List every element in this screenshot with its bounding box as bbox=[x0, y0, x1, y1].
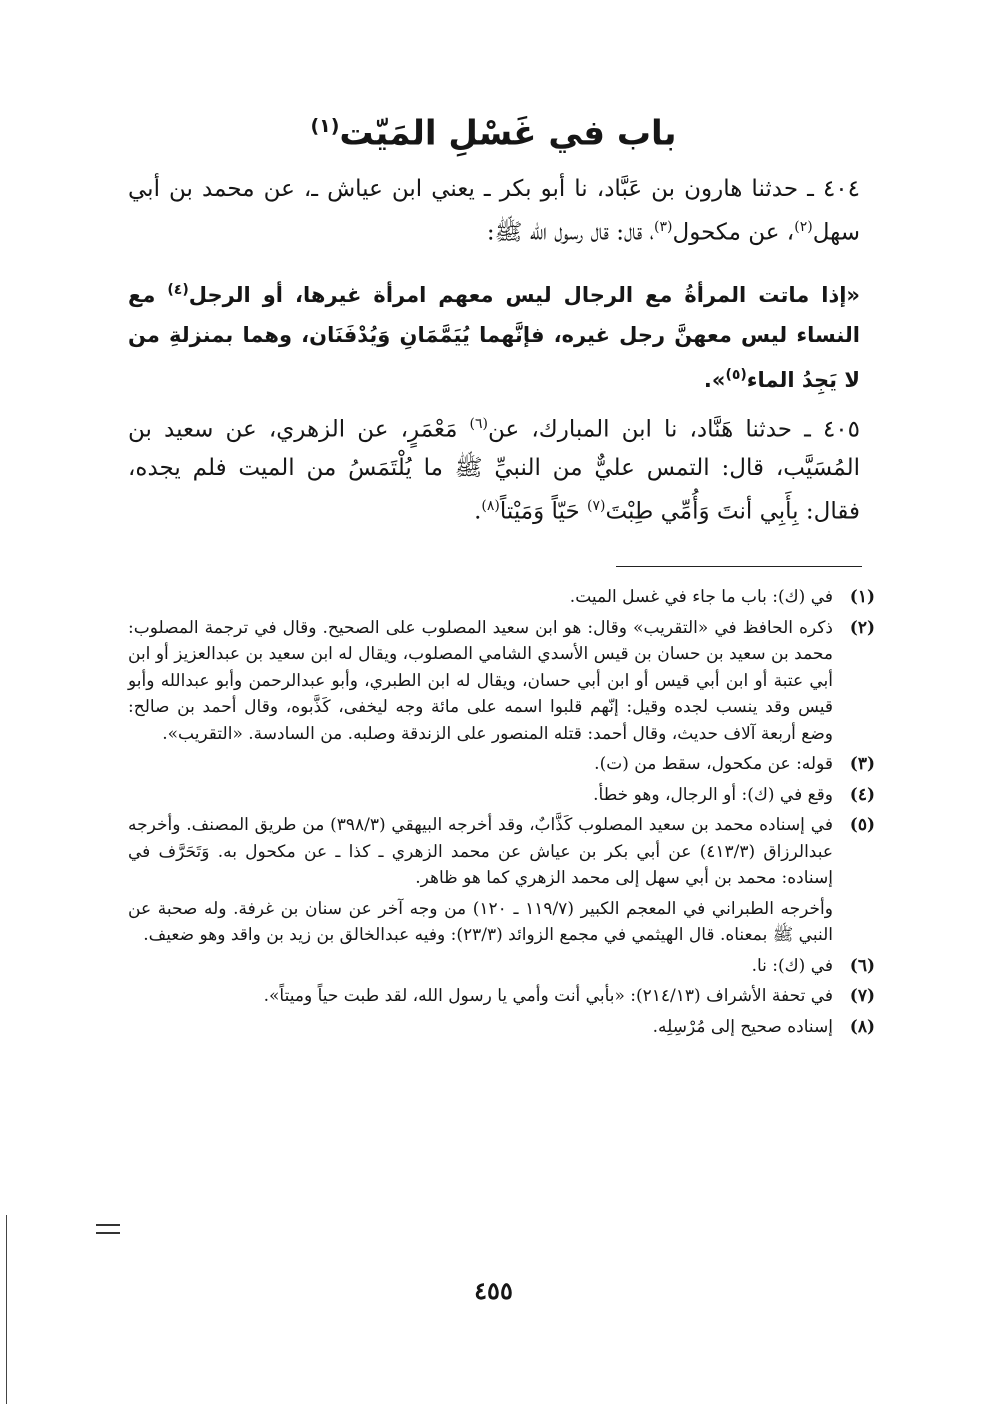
continuation-mark bbox=[96, 1224, 120, 1234]
hadith-405-text-2: مَعْمَرٍ، عن الزهري، عن سعيد بن المُسَيَّب، قال: التمس عليٌّ من النبيِّ ﷺ ما يُلْتَمَسُ من الميت فلم يجده، فقال: بِأَبِي أنتَ وَأُمِّي طِبْتَ bbox=[128, 416, 860, 525]
hadith-404-text-1: ٤٠٤ ـ حدثنا هارون بن عَبَّاد، نا أبو بكر ـ يعني ابن عياش ـ، عن محمد بن أبي سهل bbox=[128, 176, 860, 246]
footnote-6 bbox=[128, 953, 875, 980]
footnote-number: (٧) bbox=[849, 986, 875, 1006]
footnote-ref-7[interactable]: (٧) bbox=[587, 497, 606, 514]
matn-text-3: ». bbox=[703, 368, 726, 392]
matn-text-1: «إذا ماتت المرأةُ مع الرجال ليس معهم امرأة غيرها، أو الرجل bbox=[188, 283, 860, 307]
footnote-number: (٦) bbox=[849, 955, 875, 976]
hadith-405-text-3: حَيّاً وَمَيْتاً bbox=[499, 498, 587, 525]
chapter-title-text: باب في غَسْلِ المَيّت bbox=[339, 113, 677, 154]
footnote-number: (٤) bbox=[849, 784, 875, 805]
footnote-number: (١) bbox=[849, 587, 875, 607]
footnote-5-continued: وأخرجه الطبراني في المعجم الكبير (١١٩/٧ ـ ١٢٠) من وجه آخر عن سنان بن غرفة. وله صحبة عن النبي ﷺ بمعناه. قال الهيثمي في مجمع الزوائد (٢٣/٣): وفيه عبدالخالق بن زيد بن واقد وهو ضعيف. bbox=[128, 898, 833, 945]
hadith-404-text-2: ، عن مكحول bbox=[672, 219, 795, 246]
footnote-ref-6[interactable]: (٦) bbox=[469, 416, 489, 432]
footnote-5 bbox=[128, 812, 875, 892]
footnote-number: (٥) bbox=[849, 815, 875, 835]
hadith-405-text-1: ٤٠٥ ـ حدثنا هَنَّاد، نا ابن المبارك، عن bbox=[488, 416, 861, 443]
footnote-text: قوله: عن مكحول، سقط من (ت). bbox=[594, 754, 833, 774]
footnote-text: في (ك): نا. bbox=[751, 955, 833, 976]
footnote-ref-4[interactable]: (٤) bbox=[167, 282, 189, 298]
footnote-text: ذكره الحافظ في «التقريب» وقال: هو ابن سعيد المصلوب على الصحيح. وقال في ترجمة المصلوب: محمد بن سعيد بن حسان بن قيس الأسدي الشامي المصلوب، ويقال له ابن سعيد بن عبدالعزيز أو ابن أبي عتبة أو ابن أبي قيس أو ابن أبي حسان، ويقال له ابن الطبري، وأبو عبدالرحمن وأبو عبدالله وأبو قيس وقد ينسب لجده وقيل: إنّهم قلبوا اسمه على مائة وجه ليخفى، كَذَّبوه، وقال أحمد بن صالح: وضع أربعة آلاف حديث، وقال أحمد: قتله المنصور على الزندقة وصلبه. من السادسة. «التقريب». bbox=[128, 617, 833, 744]
footnote-text: وقع في (ك): أو الرجال، وهو خطأ. bbox=[593, 784, 833, 805]
scan-edge-line bbox=[6, 1215, 7, 1404]
hadith-404-matn bbox=[128, 270, 860, 400]
chapter-title bbox=[0, 96, 987, 163]
footnote-number: (٣) bbox=[849, 754, 875, 774]
footnote-number: (٢) bbox=[849, 617, 875, 638]
footnote-text: في تحفة الأشراف (٢١٤/١٣): «بأبي أنت وأمي يا رسول الله، لقد طبت حياً وميتاً». bbox=[263, 986, 833, 1006]
footnote-ref-3[interactable]: (٣) bbox=[654, 219, 673, 235]
footnote-number: (٨) bbox=[849, 1016, 875, 1037]
footnote-ref-2[interactable]: (٢) bbox=[794, 219, 813, 235]
footnote-7 bbox=[128, 983, 875, 1010]
footnote-8 bbox=[128, 1014, 875, 1041]
footnote-4 bbox=[128, 782, 875, 809]
hadith-404-isnad bbox=[128, 170, 860, 252]
footnotes-section bbox=[128, 584, 875, 1044]
page-number: ٤٥٥ bbox=[474, 1276, 513, 1305]
footnote-1 bbox=[128, 584, 875, 611]
footnote-3 bbox=[128, 751, 875, 778]
matn-text-2: مع النساء ليس معهنَّ رجل غيره، فإنَّهما يُيَمَّمَانِ وَيُدْفَنَان، وهما بمنزلةِ من لا يَجِدُ الماء bbox=[128, 283, 860, 392]
footnote-ref-8[interactable]: (٨) bbox=[481, 497, 500, 514]
footnote-text: إسناده صحيح إلى مُرْسِلِه. bbox=[652, 1016, 833, 1037]
title-footnote-ref[interactable]: (١) bbox=[310, 115, 340, 137]
hadith-405-text-4: . bbox=[474, 498, 482, 525]
hadith-404-text-3: ، قال: قال رسول الله ﷺ: bbox=[486, 219, 655, 246]
footnote-separator bbox=[616, 566, 862, 567]
footnote-ref-5[interactable]: (٥) bbox=[725, 367, 747, 383]
footnote-text: في (ك): باب ما جاء في غسل الميت. bbox=[569, 587, 833, 607]
footnote-text: في إسناده محمد بن سعيد المصلوب كَذَّابٌ، وقد أخرجه البيهقي (٣٩٨/٣) من طريق المصنف. وأخرجه عبدالرزاق (٤١٣/٣) عن أبي بكر بن عياش عن محمد الزهري ـ كذا ـ عن مكحول به. وَتَحَرَّف في إسناده: محمد بن أبي سهل إلى محمد الزهري كما هو ظاهر. bbox=[128, 815, 833, 888]
hadith-405 bbox=[128, 405, 860, 530]
footnote-2 bbox=[128, 615, 875, 748]
